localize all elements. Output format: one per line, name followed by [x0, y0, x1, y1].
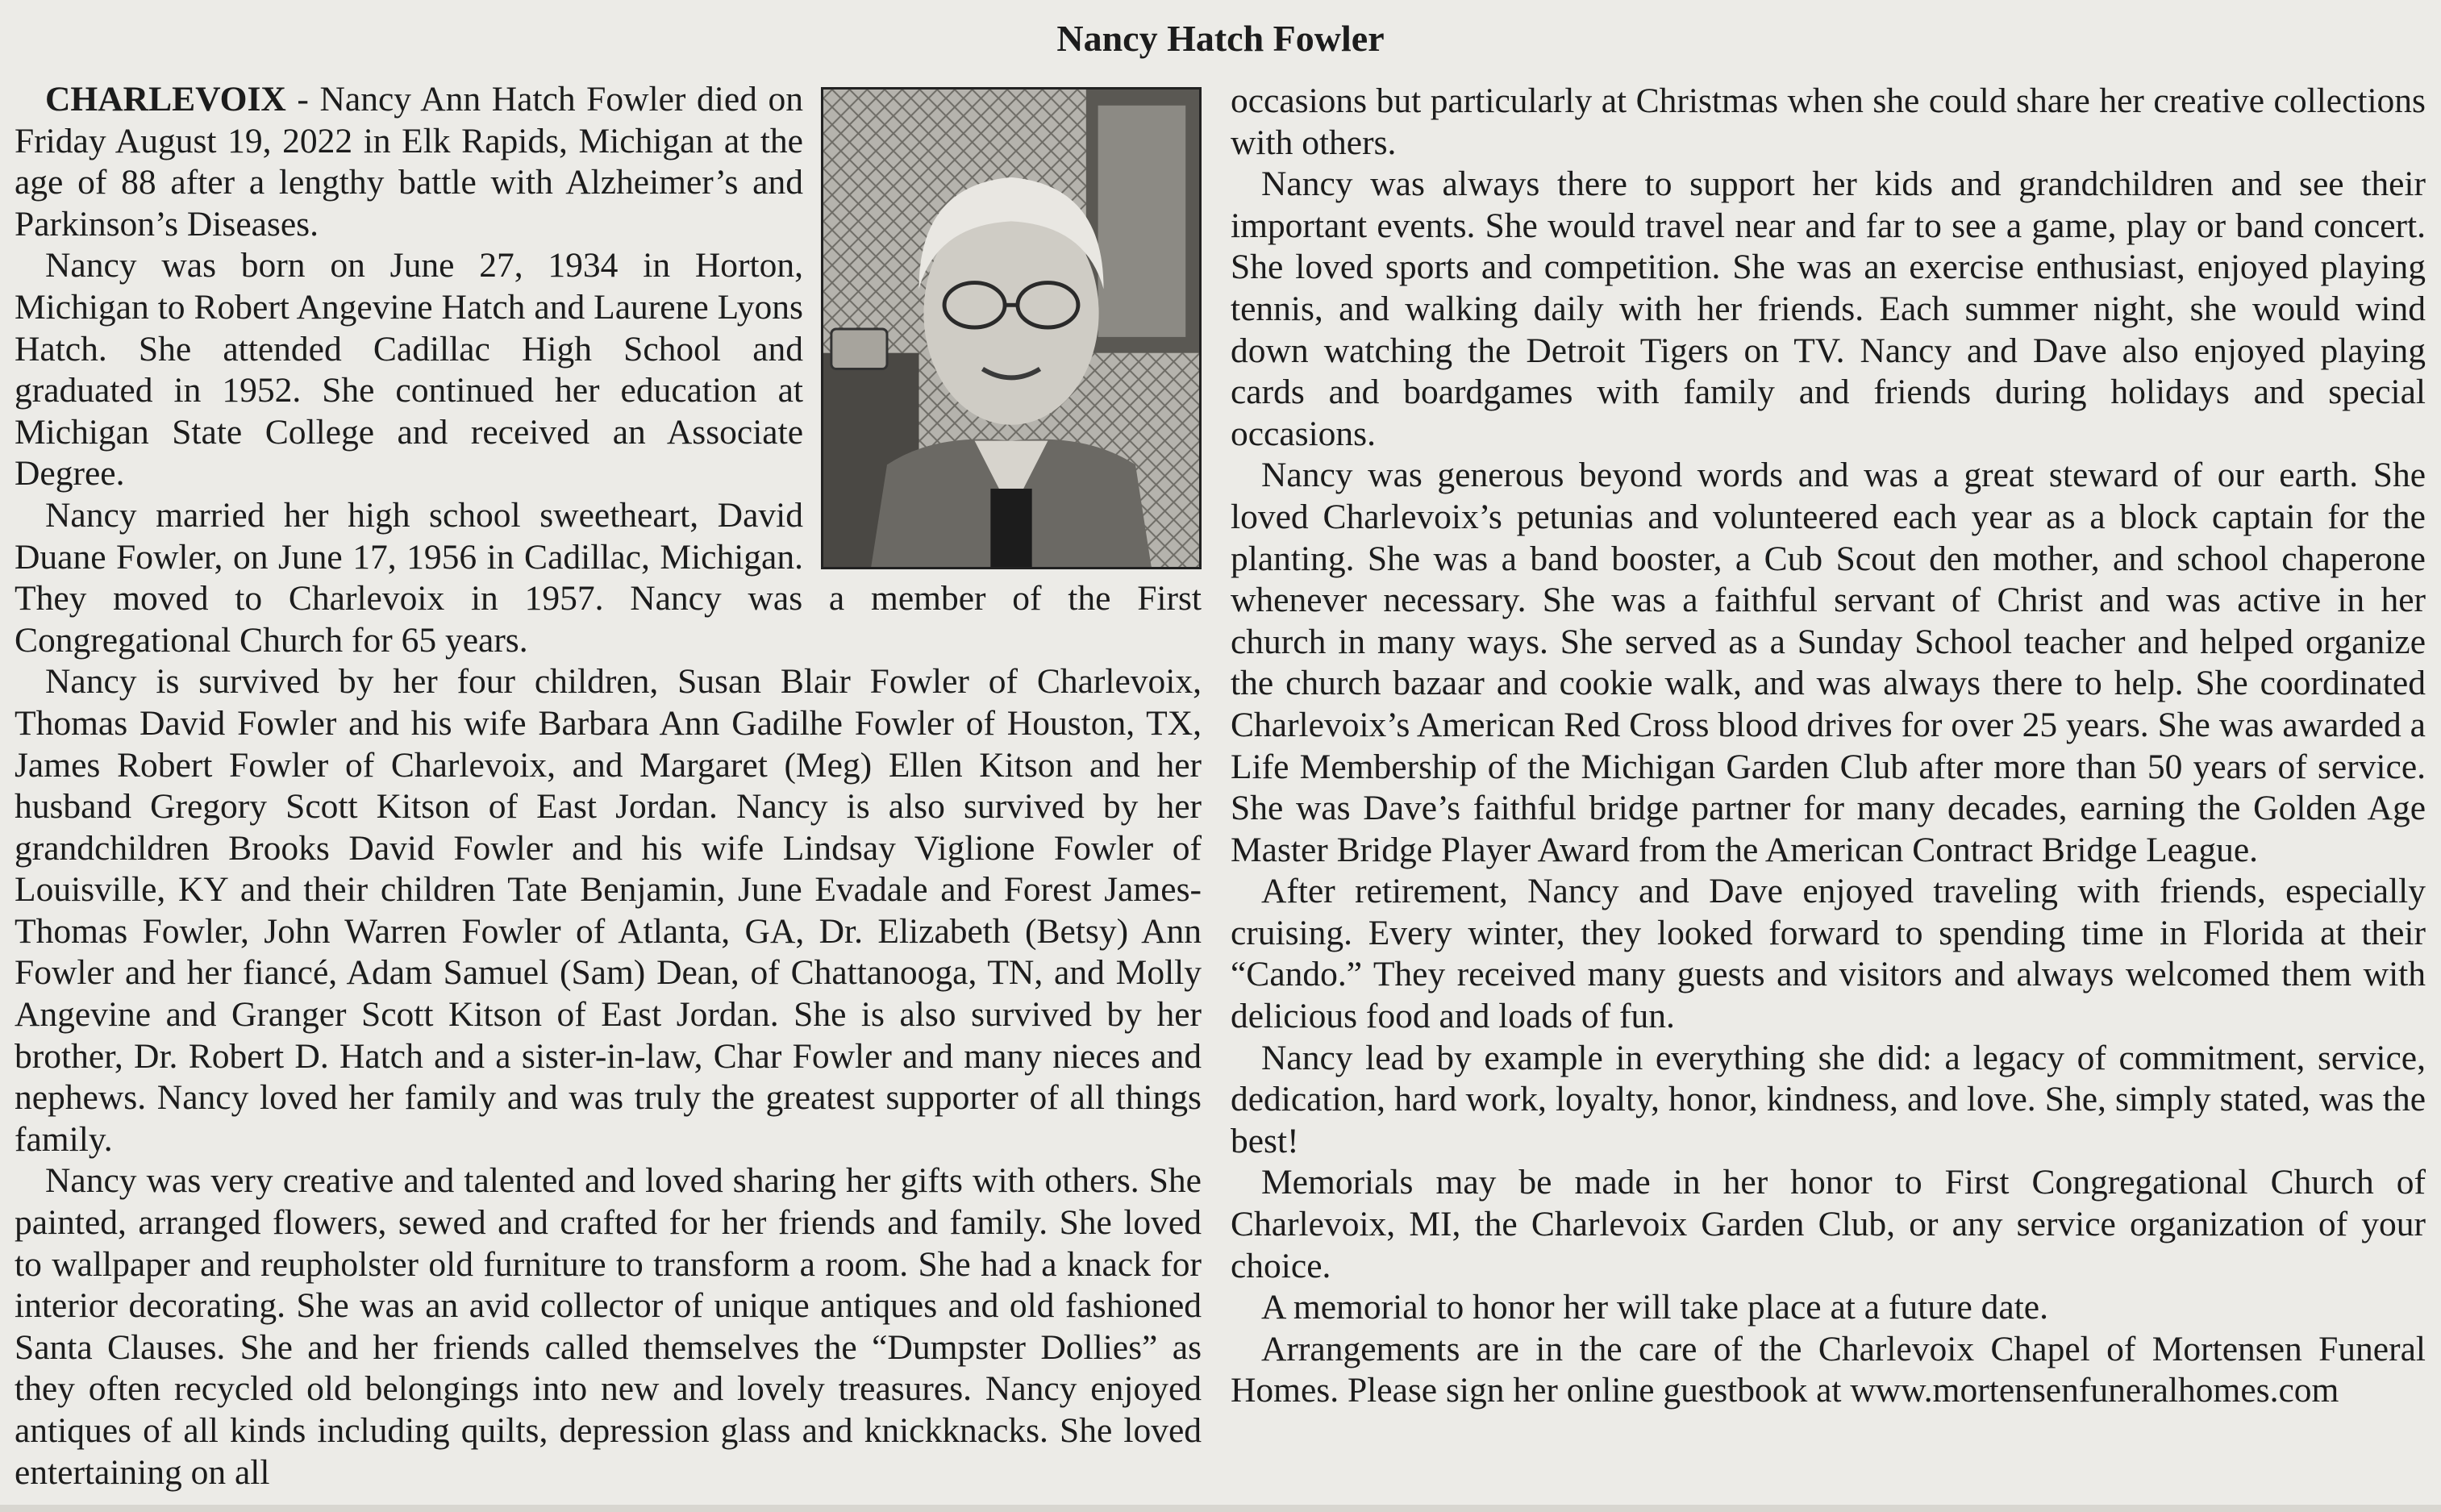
obituary-title: Nancy Hatch Fowler — [1056, 18, 1385, 59]
paragraph-service: A memorial to honor her will take place at a future date. — [1261, 1288, 2048, 1327]
paragraph-support: Nancy was always there to support her kids and grandchildren and see their important events. She would travel near and far to see a game, play or band concert. She loved sports and competition. She was an exercise enthusiast, enjoyed playing tennis, and walking daily with her friends. Each summer night, she would wind down watching the Detroit Tigers on TV. Nancy and Dave also enjoyed playing cards and boardgames with family and friends during holidays and special occasions. — [1231, 165, 2426, 453]
paragraph-legacy: Nancy lead by example in everything she did: a legacy of commitment, service, dedication, hard work, loyalty, honor, kindness, and love. She, simply stated, was the best! — [1231, 1038, 2426, 1160]
dateline: CHARLEVOIX — [45, 80, 286, 119]
paragraph-arrangements: Arrangements are in the care of the Charlevoix Chapel of Mortensen Funeral Homes. Please sign her online guestbook at www.mortensenfuneralhomes.com — [1231, 1329, 2426, 1410]
intro-text: - Nancy Ann Hatch Fowler died on Friday August 19, 2022 in Elk Rapids, Michigan at the age of 88 after a lengthy battle with Alzheimer’s and Parkinson’s Diseases. — [15, 80, 803, 244]
paragraph-retirement: After retirement, Nancy and Dave enjoyed traveling with friends, especially cruising. Every winter, they looked forward to spending time in Florida at their “Cando.” They received many guests and visitors and always welcomed them with delicious food and loads of fun. — [1231, 872, 2426, 1036]
portrait-photo — [821, 87, 1202, 569]
paragraph-generous: Nancy was generous beyond words and was a great steward of our earth. She loved Charlevoix’s petunias and volunteered each year as a block captain for the planting. She was a band booster, a Cub Scout den mother, and school chaperone whenever necessary. She was a faithful servant of Christ and was active in her church in many ways. She served as a Sunday School teacher and helped organize the church bazaar and cookie walk, and was always there to help. She coordinated Charlevoix’s American Red Cross blood drives for over 25 years. She was awarded a Life Membership of the Michigan Garden Club after more than 50 years of service. She was Dave’s faithful bridge partner for many decades, earning the Golden Age Master Bridge Player Award from the American Contract Bridge League. — [1231, 456, 2426, 869]
paragraph-survivors: Nancy is survived by her four children, Susan Blair Fowler of Charlevoix, Thomas David Fowler and his wife Barbara Ann Gadilhe Fowler of Houston, TX, James Robert Fowler of Charlevoix, and Margaret (Meg) Ellen Kitson and her husband Gregory Scott Kitson of East Jordan. Nancy is also survived by her grandchildren Brooks David Fowler and his wife Lindsay Viglione Fowler of Louisville, KY and their children Tate Benjamin, June Evadale and Forest James-Thomas Fowler, John Warren Fowler of Atlanta, GA, Dr. Elizabeth (Betsy) Ann Fowler and her fiancé, Adam Samuel (Sam) Dean, of Chattanooga, TN, and Molly Angevine and Granger Scott Kitson of East Jordan. She is also survived by her brother, Dr. Robert D. Hatch and a sister-in-law, Char Fowler and many nieces and nephews. Nancy loved her family and was truly the greatest supporter of all things family. — [15, 662, 1202, 1159]
right-column — [1231, 81, 2426, 1412]
bottom-edge — [0, 1505, 2441, 1512]
paragraph-birth: Nancy was born on June 27, 1934 in Horton, Michigan to Robert Angevine Hatch and Laurene Lyons Hatch. She attended Cadillac High School and graduated in 1952. She continued her education at Michigan State College and received an Associate Degree. — [15, 246, 803, 494]
paragraph-creative: Nancy was very creative and talented and loved sharing her gifts with others. She painted, arranged flowers, sewed and crafted for her friends and family. She loved to wallpaper and reupholster old furniture to transform a room. She had a knack for interior decorating. She was an avid collector of unique antiques and old fashioned Santa Clauses. She and her friends called themselves the “Dumpster Dollies” as they often recycled old belongings into new and lovely treasures. Nancy enjoyed antiques of all kinds including quilts, depression glass and knickknacks. She loved entertaining on all — [15, 1161, 1202, 1492]
left-column — [15, 79, 1202, 1493]
paragraph-occasions: occasions but particularly at Christmas when she could share her creative collections with others. — [1231, 81, 2426, 162]
portrait-illustration — [823, 90, 1199, 567]
paragraph-memorials: Memorials may be made in her honor to First Congregational Church of Charlevoix, MI, the Charlevoix Garden Club, or any service organization of your choice. — [1231, 1163, 2426, 1285]
paragraph-marriage: Nancy married her high school sweetheart, David Duane Fowler, on June 17, 1956 in Cadillac, Michigan. They moved to Charlevoix in 1957. Nancy was a member of the First Congregational Church for 65 years. — [15, 495, 1202, 660]
